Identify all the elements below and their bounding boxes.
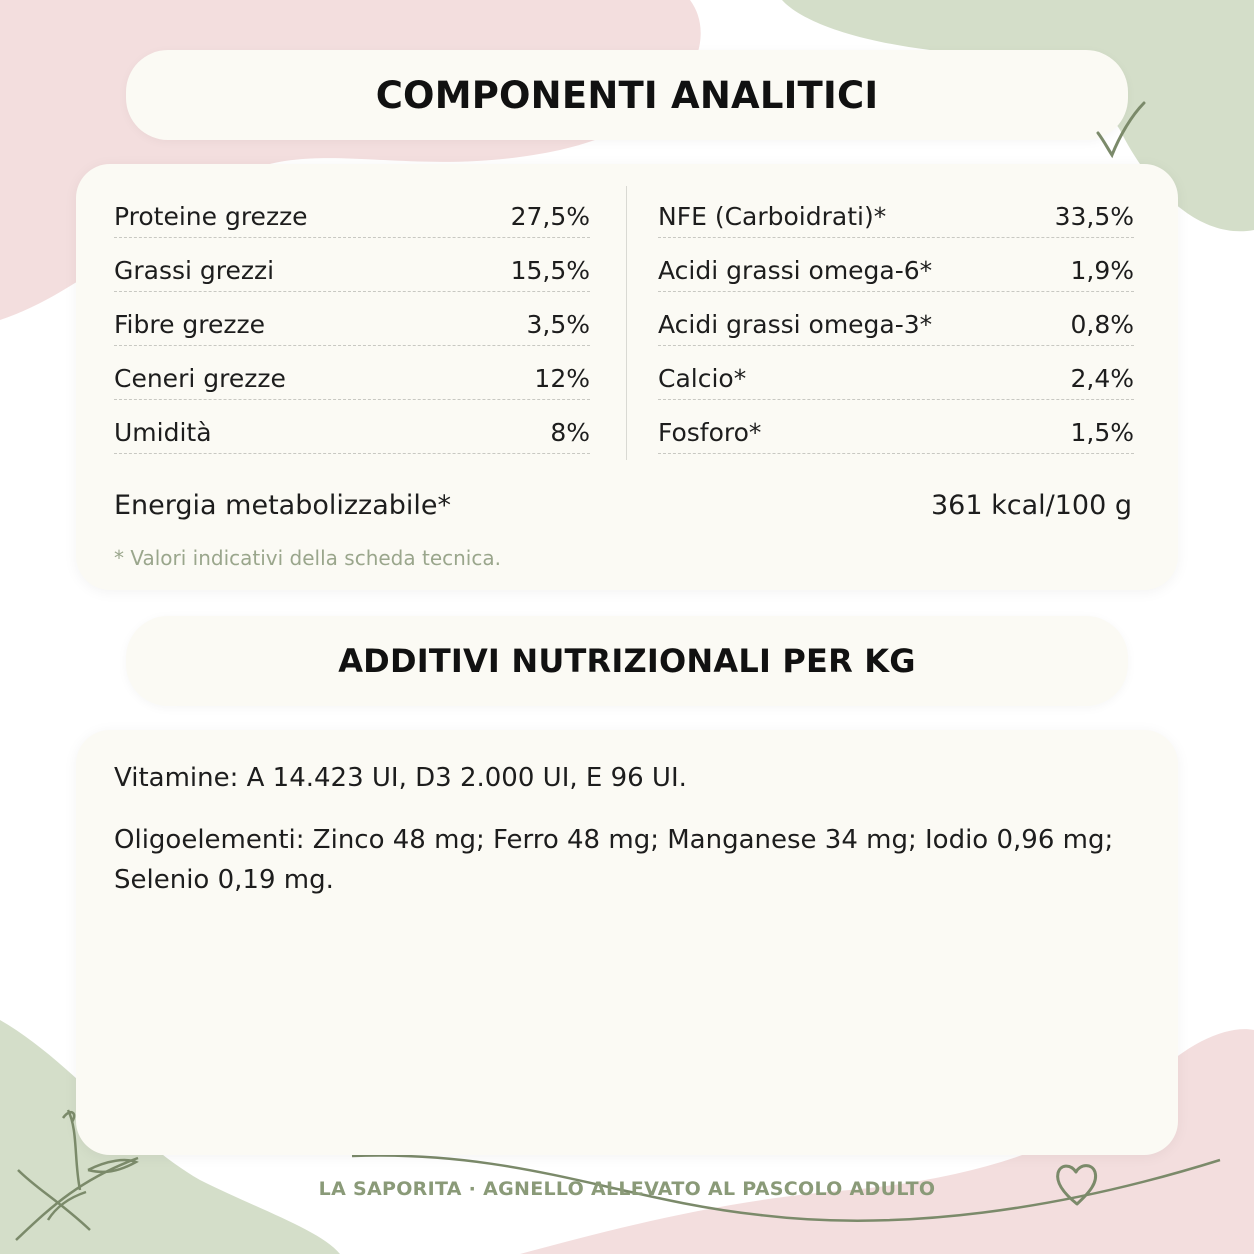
- row-label: Acidi grassi omega-6*: [658, 256, 933, 285]
- table-row: [658, 346, 1134, 400]
- row-label: Acidi grassi omega-3*: [658, 310, 933, 339]
- row-label: Fosforo*: [658, 418, 762, 447]
- row-value: 27,5%: [510, 202, 590, 231]
- table-row: [658, 184, 1134, 238]
- analytic-title-pill: [126, 50, 1128, 140]
- table-row: [658, 400, 1134, 454]
- table-row: [658, 238, 1134, 292]
- row-label: Grassi grezzi: [114, 256, 275, 285]
- row-label: NFE (Carboidrati)*: [658, 202, 887, 231]
- row-value: 1,9%: [1070, 256, 1134, 285]
- energy-value: 361 kcal/100 g: [931, 490, 1132, 521]
- table-row: [114, 184, 590, 238]
- additives-title-pill: [126, 616, 1128, 706]
- footnote: * Valori indicativi della scheda tecnica.: [114, 546, 501, 570]
- row-value: 1,5%: [1070, 418, 1134, 447]
- analytic-card: [76, 164, 1178, 590]
- footer-product-name: LA SAPORITA · AGNELLO ALLEVATO AL PASCOLO ADULTO: [318, 1178, 936, 1200]
- vitamins-text: Vitamine: A 14.423 UI, D3 2.000 UI, E 96 UI.: [114, 763, 687, 793]
- energy-label: Energia metabolizzabile*: [114, 490, 452, 521]
- checkmark-doodle-icon: [1090, 95, 1150, 165]
- row-label: Fibre grezze: [114, 310, 266, 339]
- table-row: [114, 400, 590, 454]
- analytic-left-column: [114, 184, 590, 454]
- row-value: 8%: [550, 418, 590, 447]
- table-row: [114, 346, 590, 400]
- table-row: [114, 292, 590, 346]
- row-label: Calcio*: [658, 364, 747, 393]
- table-row: [114, 238, 590, 292]
- row-value: 2,4%: [1070, 364, 1134, 393]
- row-value: 3,5%: [526, 310, 590, 339]
- row-value: 0,8%: [1070, 310, 1134, 339]
- row-label: Proteine grezze: [114, 202, 308, 231]
- plant-doodle-icon: [8, 1100, 148, 1250]
- table-row: [658, 292, 1134, 346]
- row-value: 33,5%: [1054, 202, 1134, 231]
- analytic-title: COMPONENTI ANALITICI: [375, 73, 879, 117]
- row-label: Umidità: [114, 418, 212, 447]
- energy-row: [114, 490, 1132, 521]
- row-label: Ceneri grezze: [114, 364, 286, 393]
- analytic-right-column: [658, 184, 1134, 454]
- trace-elements-text: Oligoelementi: Zinco 48 mg; Ferro 48 mg; Manganese 34 mg; Iodio 0,96 mg; Selenio 0,19 mg.: [114, 825, 1114, 895]
- additives-card: [76, 730, 1178, 1155]
- additives-title: ADDITIVI NUTRIZIONALI PER KG: [338, 642, 916, 680]
- column-divider: [626, 186, 627, 460]
- row-value: 15,5%: [510, 256, 590, 285]
- row-value: 12%: [534, 364, 590, 393]
